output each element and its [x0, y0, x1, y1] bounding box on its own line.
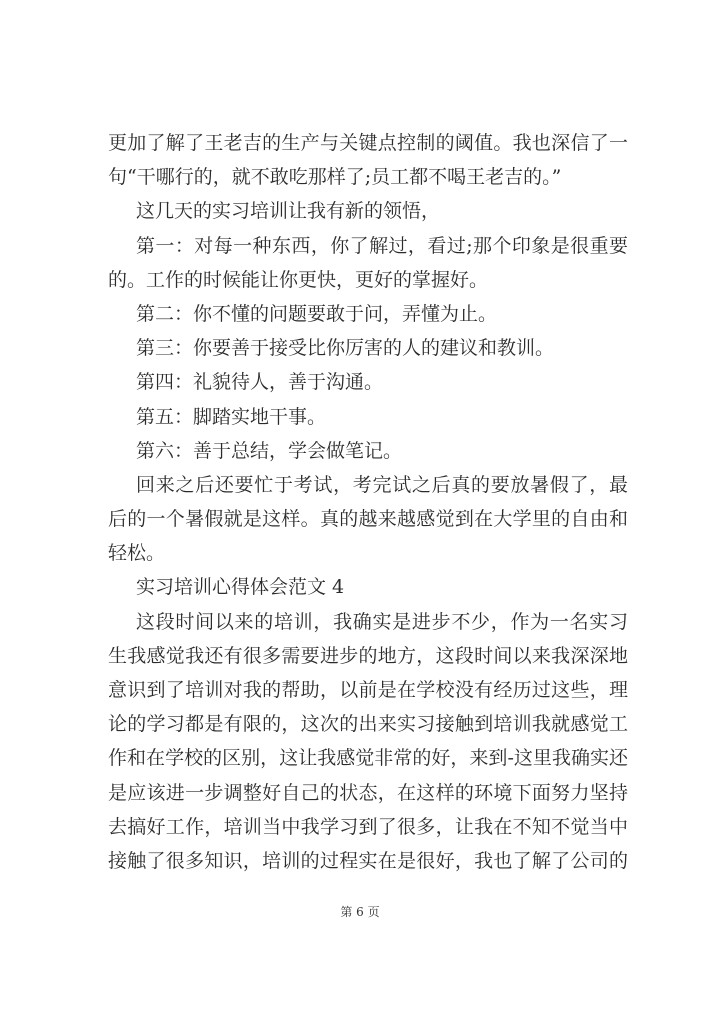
text-line: 这几天的实习培训让我有新的领悟，: [136, 200, 441, 223]
text-line: 是应该进一步调整好自己的状态，在这样的环境下面努力坚持: [108, 781, 628, 804]
text-line: 这段时间以来的培训，我确实是进步不少，作为一名实习: [136, 610, 628, 633]
text-line: 的。工作的时候能让你更快，更好的掌握好。: [108, 268, 489, 291]
text-line: 第五：脚踏实地干事。: [136, 405, 327, 428]
text-line: 接触了很多知识，培训的过程实在是很好，我也了解了公司的: [108, 849, 628, 872]
text-line: 轻松。: [108, 542, 166, 565]
text-line: 去搞好工作，培训当中我学习到了很多，让我在不知不觉当中: [108, 815, 628, 838]
text-line: 第六：善于总结，学会做笔记。: [136, 439, 403, 462]
page-number: 第 6 页: [340, 905, 380, 919]
text-line: 回来之后还要忙于考试，考完试之后真的要放暑假了，最: [136, 473, 628, 496]
text-line: 更加了解了王老吉的生产与关键点控制的阈值。我也深信了一: [108, 132, 628, 154]
text-line: 论的学习都是有限的，这次的出来实习接触到培训我就感觉工: [108, 713, 628, 736]
text-line: 生我感觉我还有很多需要进步的地方，这段时间以来我深深地: [108, 644, 628, 667]
text-line: 句“干哪行的，就不敢吃那样了;员工都不喝王老吉的。”: [108, 166, 562, 189]
text-line: 第一：对每一种东西，你了解过，看过;那个印象是很重要: [136, 234, 628, 257]
body-text: [108, 126, 628, 878]
text-line: 后的一个暑假就是这样。真的越来越感觉到在大学里的自由和: [108, 508, 628, 531]
text-line: 第三：你要善于接受比你厉害的人的建议和教训。: [136, 337, 555, 360]
text-line: 意识到了培训对我的帮助，以前是在学校没有经历过这些，理: [108, 679, 628, 701]
section-heading: 实习培训心得体会范文 4: [136, 576, 345, 599]
text-line: 第四：礼貌待人，善于沟通。: [136, 371, 384, 394]
text-line: 第二：你不懂的问题要敢于问，弄懂为止。: [136, 302, 498, 325]
text-line: 作和在学校的区别，这让我感觉非常的好，来到-这里我确实还: [108, 747, 628, 770]
